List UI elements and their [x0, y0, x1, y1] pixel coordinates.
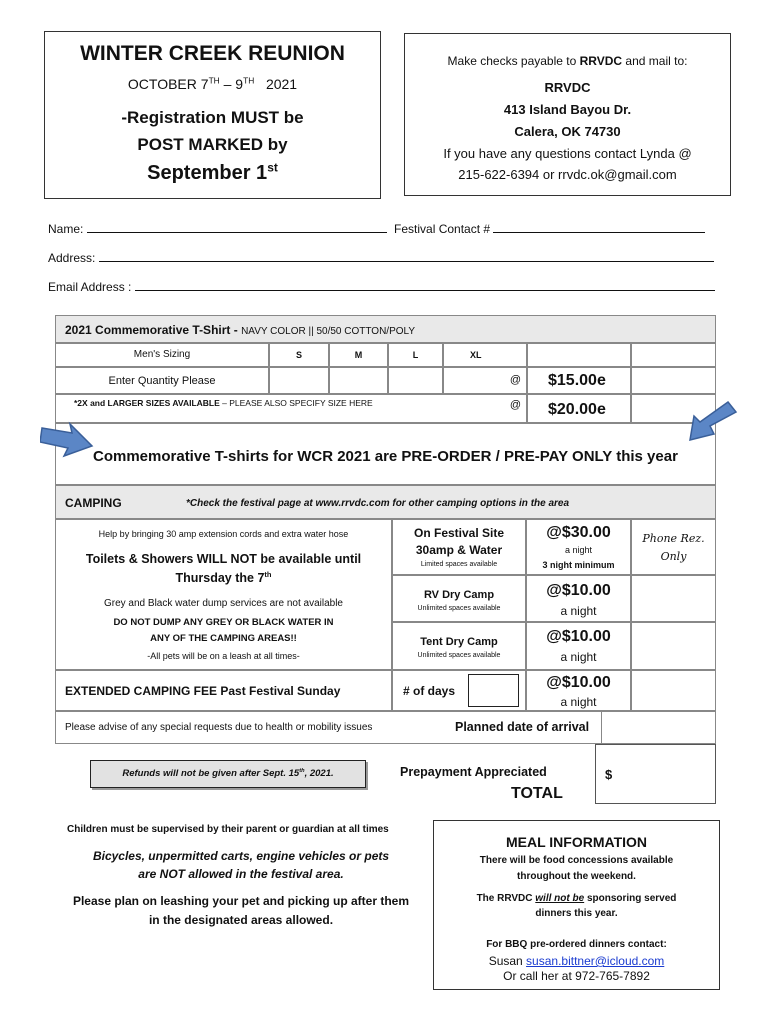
- preorder-banner: [55, 423, 716, 485]
- size-xl-header: XL: [443, 343, 527, 367]
- meal-info-box: [433, 820, 720, 990]
- toilets-line-1: Toilets & Showers WILL NOT be available until: [85, 552, 362, 566]
- meal-title: MEAL INFORMATION: [505, 834, 648, 850]
- contact-line: If you have any questions contact Lynda @: [443, 146, 692, 161]
- extended-total[interactable]: [631, 670, 716, 711]
- price-regular-cell: [527, 367, 631, 394]
- site-tent-dry-cell: Tent Dry Camp Unlimited spaces available: [392, 622, 526, 670]
- phone-email: 215-622-6394 or rrvdc.ok@gmail.com: [458, 167, 677, 182]
- dump-note: Grey and Black water dump services are not available: [103, 598, 343, 609]
- at-sign: @: [509, 374, 521, 386]
- site-rv-dry-total[interactable]: [631, 575, 716, 622]
- site-festival-cell: On Festival Site 30amp & Water Limited spaces available: [392, 519, 526, 575]
- sizing-label: Men's Sizing: [133, 349, 191, 360]
- special-requests-cell[interactable]: [55, 711, 716, 744]
- toilets-line-2: Thursday the 7th: [175, 569, 272, 585]
- right-arrow-icon: [40, 420, 95, 460]
- days-input[interactable]: [468, 674, 519, 707]
- deadline-line-2: POST MARKED by: [137, 135, 288, 154]
- phone-rez-line-1: Phone Rez.: [642, 532, 705, 545]
- susan-email-link[interactable]: susan.bittner@icloud.com: [526, 954, 665, 968]
- total-label: TOTAL: [511, 785, 563, 802]
- tshirt-title: 2021 Commemorative T-Shirt -: [65, 323, 242, 337]
- camping-info-block: [55, 519, 392, 670]
- dollar-sign: $: [605, 767, 613, 782]
- qty-xl-input[interactable]: [443, 367, 527, 394]
- special-requests-note: Please advise of any special requests due to health or mobility issues: [65, 722, 373, 733]
- days-cell: [392, 670, 526, 711]
- qty-label: Enter Quantity Please: [108, 375, 216, 387]
- rrvdc-meal-line-2: dinners this year.: [535, 908, 618, 919]
- bikes-rule-1: Bicycles, unpermitted carts, engine vehicles or pets: [92, 849, 390, 863]
- cords-note: Help by bringing 30 amp extension cords and extra water hose: [98, 529, 349, 539]
- price-large-cell: [527, 394, 631, 423]
- sizing-label-cell: [55, 343, 269, 367]
- concessions-line-1: There will be food concessions available: [479, 855, 674, 866]
- tshirt-regular-total[interactable]: [631, 367, 716, 394]
- extended-price-cell: @$10.00 a night: [526, 670, 631, 711]
- concessions-line-2: throughout the weekend.: [517, 871, 636, 882]
- size-l-header: L: [388, 343, 443, 367]
- camping-header-bar: [55, 485, 716, 519]
- rrvdc-meal-line-1: The RRVDC will not be sponsoring served: [476, 893, 677, 904]
- name-row: [48, 221, 716, 237]
- arrival-divider: [601, 711, 602, 744]
- address-row: [48, 250, 716, 266]
- no-dump-line-2: ANY OF THE CAMPING AREAS!!: [150, 633, 297, 644]
- address-field[interactable]: [99, 250, 714, 262]
- prepayment-text: Prepayment Appreciated: [400, 765, 547, 779]
- name-field[interactable]: [87, 221, 387, 233]
- phone-rez-cell[interactable]: [631, 519, 716, 575]
- event-title: WINTER CREEK REUNION: [80, 42, 345, 65]
- camping-label: CAMPING: [65, 496, 122, 510]
- site-rv-dry-cell: RV Dry Camp Unlimited spaces available: [392, 575, 526, 622]
- name-label: Name:: [48, 222, 84, 236]
- extended-label: EXTENDED CAMPING FEE Past Festival Sunday: [65, 684, 341, 698]
- price-header-cell: [527, 343, 631, 367]
- size-m-header: M: [329, 343, 388, 367]
- deadline-date: September 1st: [147, 160, 278, 184]
- at-sign: @: [509, 399, 521, 411]
- children-rule: Children must be supervised by their parent or guardian at all times: [67, 824, 389, 835]
- mailing-info-box: [404, 33, 731, 196]
- arrival-label: Planned date of arrival: [455, 720, 590, 734]
- refund-notice: Refunds will not be given after Sept. 15th, 2021.: [90, 760, 366, 788]
- pets-note: -All pets will be on a leash at all times-: [147, 651, 300, 661]
- festival-contact-field[interactable]: [493, 221, 705, 233]
- mail-city: Calera, OK 74730: [514, 124, 621, 139]
- bikes-rule-2: are NOT allowed in the festival area.: [138, 867, 344, 881]
- no-dump-line-1: DO NOT DUMP ANY GREY OR BLACK WATER IN: [113, 617, 334, 628]
- site-festival-price-cell: @$30.00 a night 3 night minimum: [526, 519, 631, 575]
- site-rv-dry-price-cell: @$10.00 a night: [526, 575, 631, 622]
- deadline-line-1: -Registration MUST be: [121, 108, 304, 127]
- event-header-box: [44, 31, 381, 199]
- site-tent-dry-price-cell: @$10.00 a night: [526, 622, 631, 670]
- extended-camping-cell: [55, 670, 392, 711]
- email-row: [48, 279, 716, 295]
- bbq-contact: For BBQ pre-ordered dinners contact:: [486, 939, 667, 950]
- qty-label-cell: [55, 367, 269, 394]
- camping-note: *Check the festival page at www.rrvdc.com for other camping options in the area: [186, 498, 570, 509]
- festival-contact-label: Festival Contact #: [394, 222, 491, 236]
- price-large: $20.00e: [548, 401, 606, 418]
- larger-sizes-cell[interactable]: [55, 394, 527, 423]
- leash-rule-1: Please plan on leashing your pet and picking up after them: [72, 894, 410, 908]
- price-regular: $15.00e: [548, 372, 606, 389]
- preorder-note: Commemorative T-shirts for WCR 2021 are PRE-ORDER / PRE-PAY ONLY this year: [93, 448, 678, 465]
- qty-m-input[interactable]: [329, 367, 388, 394]
- down-left-arrow-icon: [688, 400, 738, 444]
- email-field[interactable]: [135, 279, 715, 291]
- email-label: Email Address :: [48, 280, 132, 294]
- call-number: Or call her at 972-765-7892: [503, 969, 650, 983]
- site-tent-dry-total[interactable]: [631, 622, 716, 670]
- tshirt-title-bar: [55, 315, 716, 343]
- qty-l-input[interactable]: [388, 367, 443, 394]
- checks-payable: Make checks payable to RRVDC and mail to:: [447, 54, 688, 68]
- susan-contact: Susan susan.bittner@icloud.com: [488, 954, 665, 968]
- phone-rez-line-2: Only: [660, 550, 687, 563]
- tshirt-specs: NAVY COLOR || 50/50 COTTON/POLY: [241, 326, 416, 337]
- days-label: # of days: [403, 684, 456, 698]
- total-header-cell: [631, 343, 716, 367]
- size-s-header: S: [269, 343, 329, 367]
- event-dates: OCTOBER 7TH – 9TH 2021: [127, 75, 298, 92]
- mail-street: 413 Island Bayou Dr.: [503, 102, 632, 117]
- qty-s-input[interactable]: [269, 367, 329, 394]
- address-label: Address:: [48, 251, 96, 265]
- leash-rule-2: in the designated areas allowed.: [148, 913, 334, 927]
- larger-sizes-note: *2X and LARGER SIZES AVAILABLE – PLEASE ALSO SPECIFY SIZE HERE: [74, 398, 373, 408]
- grand-total-field[interactable]: [595, 744, 716, 804]
- mail-org: RRVDC: [544, 80, 591, 95]
